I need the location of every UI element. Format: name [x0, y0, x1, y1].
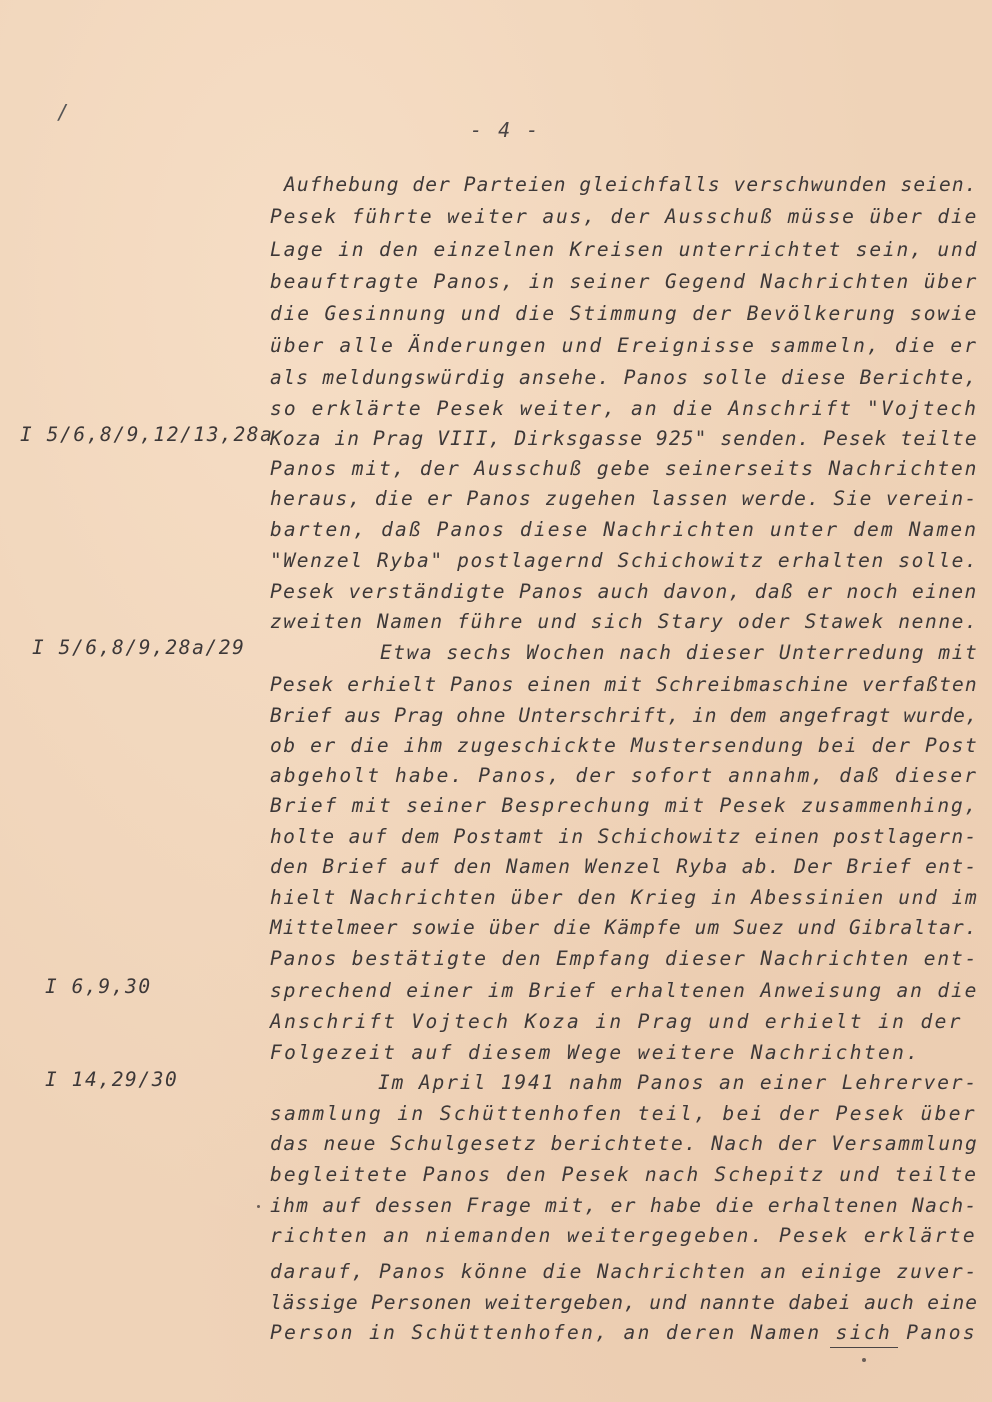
text-line: über alle Änderungen und Ereignisse sammeln, die er [270, 334, 979, 357]
text-line: beauftragte Panos, in seiner Gegend Nachrichten über [270, 270, 979, 293]
text-line: Pesek verständigte Panos auch davon, daß er noch einen [270, 580, 978, 603]
text-line: so erklärte Pesek weiter, an die Anschrift "Vojtech [270, 397, 979, 420]
text-line: Koza in Prag VIII, Dirksgasse 925" senden. Pesek teilte [270, 427, 978, 450]
text-line: Brief aus Prag ohne Unterschrift, in dem angefragt wurde, [270, 704, 978, 727]
text-line: abgeholt habe. Panos, der sofort annahm, daß dieser [270, 764, 979, 787]
ink-dot [257, 1205, 260, 1208]
text-line: die Gesinnung und die Stimmung der Bevölkerung sowie [270, 302, 979, 325]
text-line: barten, daß Panos diese Nachrichten unter dem Namen [270, 518, 979, 541]
underline-mark [830, 1347, 898, 1348]
text-line: sprechend einer im Brief erhaltenen Anweisung an die [270, 979, 979, 1002]
text-line: Panos mit, der Ausschuß gebe seinerseits Nachrichten [270, 457, 979, 480]
ink-dot [862, 1358, 866, 1362]
text-line: den Brief auf den Namen Wenzel Ryba ab. Der Brief ent- [270, 855, 978, 878]
text-line: hielt Nachrichten über den Krieg in Abessinien und im [270, 886, 979, 909]
text-line: Person in Schüttenhofen, an deren Namen sich Panos [270, 1321, 977, 1344]
text-line: Im April 1941 nahm Panos an einer Lehrerver- [378, 1071, 979, 1094]
margin-reference: I 5/6,8/9,12/13,28a [20, 423, 274, 446]
text-line: zweiten Namen führe und sich Stary oder Stawek nenne. [270, 610, 979, 633]
margin-reference: I 6,9,30 [45, 975, 152, 998]
text-line: Folgezeit auf diesem Wege weitere Nachrichten. [270, 1041, 921, 1064]
text-line: Pesek führte weiter aus, der Ausschuß müsse über die [270, 205, 979, 228]
page-number: - 4 - [470, 118, 541, 142]
margin-reference: I 5/6,8/9,28a/29 [32, 636, 246, 659]
text-line: Brief mit seiner Besprechung mit Pesek zusammenhing, [270, 794, 979, 817]
text-line: Aufhebung der Parteien gleichfalls verschwunden seien. [284, 173, 978, 196]
text-line: darauf, Panos könne die Nachrichten an einige zuver- [270, 1260, 979, 1283]
text-line: Panos bestätigte den Empfang dieser Nachrichten ent- [270, 947, 979, 970]
text-line: als meldungswürdig ansehe. Panos solle diese Berichte, [270, 366, 978, 389]
text-line: richten an niemanden weitergegeben. Pesek erklärte [270, 1224, 977, 1247]
text-line: heraus, die er Panos zugehen lassen werde. Sie verein- [270, 487, 978, 510]
text-line: ob er die ihm zugeschickte Mustersendung bei der Post [270, 734, 979, 757]
text-line: Anschrift Vojtech Koza in Prag und erhielt in der [270, 1010, 963, 1033]
text-line: holte auf dem Postamt in Schichowitz einen postlagern- [270, 825, 978, 848]
text-line: ihm auf dessen Frage mit, er habe die erhaltenen Nach- [270, 1194, 978, 1217]
text-line: sammlung in Schüttenhofen teil, bei der Pesek über [270, 1102, 977, 1125]
text-line: begleitete Panos den Pesek nach Schepitz und teilte [270, 1163, 979, 1186]
text-line: lässige Personen weitergeben, und nannte dabei auch eine [270, 1291, 978, 1314]
text-line: das neue Schulgesetz berichtete. Nach der Versammlung [270, 1132, 979, 1155]
text-line: "Wenzel Ryba" postlagernd Schichowitz erhalten solle. [270, 549, 979, 572]
text-line: Etwa sechs Wochen nach dieser Unterredung mit [380, 641, 979, 664]
text-line: Pesek erhielt Panos einen mit Schreibmaschine verfaßten [270, 673, 978, 696]
text-line: Mittelmeer sowie über die Kämpfe um Suez und Gibraltar. [270, 916, 978, 939]
stray-mark: / [57, 100, 70, 124]
margin-reference: I 14,29/30 [45, 1068, 179, 1091]
text-line: Lage in den einzelnen Kreisen unterrichtet sein, und [270, 238, 979, 261]
